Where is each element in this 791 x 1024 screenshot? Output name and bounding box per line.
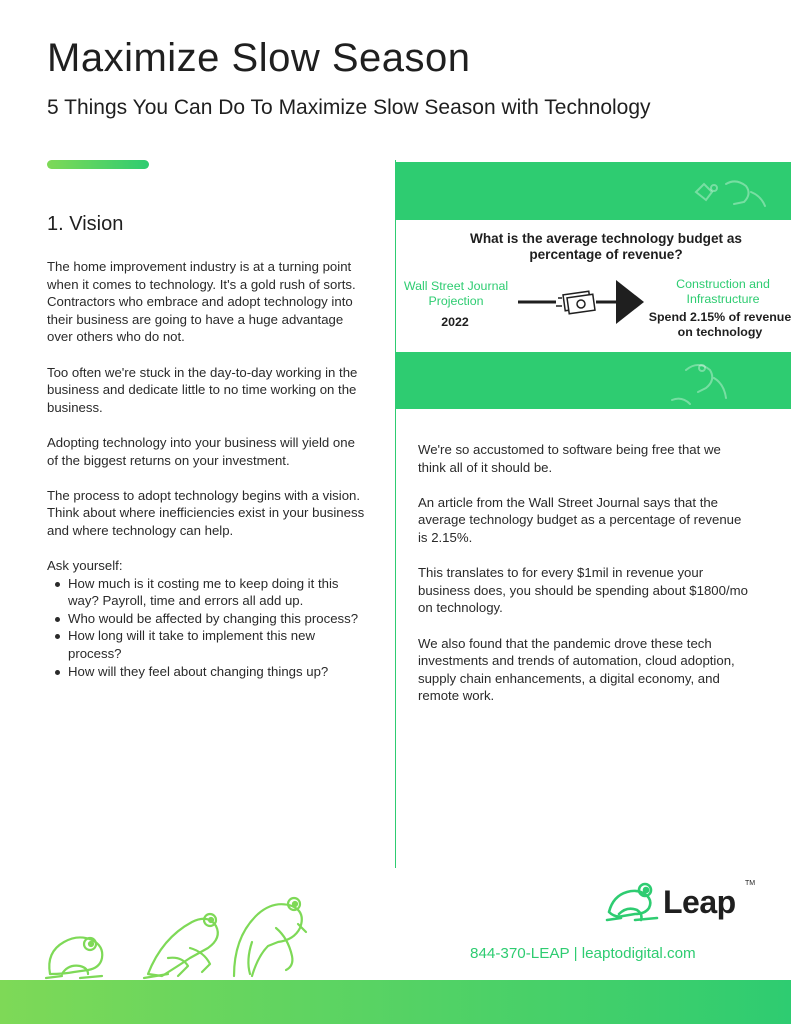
leaping-frogs-illustration (40, 888, 320, 983)
list-item: How much is it costing me to keep doing it this way? Payroll, time and errors all add up. (47, 575, 367, 610)
contact-info: 844-370-LEAP | leaptodigital.com (470, 945, 696, 962)
spend-stat: Spend 2.15% of revenue on technology (648, 310, 791, 339)
paragraph: The home improvement industry is at a turning point when it comes to technology. It's a gold rush of sorts. Contractors who embrace and adopt technology into their business are going to have a huge advantage over others who do not. (47, 259, 356, 345)
paragraph: This translates to for every $1mil in revenue your business does, you should be spending about $1800/mo on technology. (418, 565, 748, 616)
question-list (47, 575, 367, 681)
list-item: How long will it take to implement this new process? (47, 627, 367, 662)
frog-watermark-icon (396, 162, 791, 220)
paragraph: The process to adopt technology begins with a vision. Think about where inefficiencies exist in your business and where technology can help. (47, 487, 365, 538)
title-accent-bar (47, 160, 149, 169)
list-item: How will they feel about changing things up? (47, 663, 367, 681)
infographic-question: What is the average technology budget as percentage of revenue? (470, 231, 742, 262)
frog-sitting-icon (46, 937, 102, 978)
leap-frog-logo-icon (605, 876, 663, 926)
logo-trademark: TM (745, 880, 756, 887)
infographic-top-band (396, 162, 791, 220)
frog-leaping-icon (234, 898, 306, 976)
right-column (418, 441, 748, 723)
page-title: Maximize Slow Season (47, 36, 471, 80)
footer-gradient-bar (0, 980, 791, 1024)
paragraph: Too often we're stuck in the day-to-day working in the business and dedicate little to no time working on the business. (47, 364, 358, 415)
page-subtitle: 5 Things You Can Do To Maximize Slow Season with Technology (47, 96, 651, 119)
paragraph: We also found that the pandemic drove these tech investments and trends of automation, cloud adoption, supply chain enhancements, a digital economy, and remote work. (418, 635, 735, 704)
cash-icon (556, 291, 595, 313)
ask-yourself-label: Ask yourself: (47, 558, 123, 574)
paragraph: Adopting technology into your business will yield one of the biggest returns on your investment. (47, 434, 355, 468)
paragraph: An article from the Wall Street Journal says that the average technology budget as a percentage of revenue is 2.15%. (418, 494, 742, 545)
money-arrow-icon (516, 278, 651, 328)
year-label: 2022 (441, 315, 469, 329)
leap-logo (605, 876, 755, 926)
frog-crouching-icon (144, 914, 218, 978)
section-heading: 1. Vision (47, 213, 124, 235)
left-column (47, 258, 367, 680)
budget-infographic (396, 220, 791, 352)
frog-watermark-icon (396, 352, 791, 409)
infographic-bottom-band (396, 352, 791, 409)
logo-wordmark: Leap (663, 884, 736, 920)
list-item: Who would be affected by changing this process? (47, 610, 367, 628)
source-label: Wall Street Journal Projection (403, 279, 509, 308)
paragraph: We're so accustomed to software being free that we think all of it should be. (418, 442, 721, 475)
industry-label: Construction and Infrastructure (676, 277, 770, 306)
